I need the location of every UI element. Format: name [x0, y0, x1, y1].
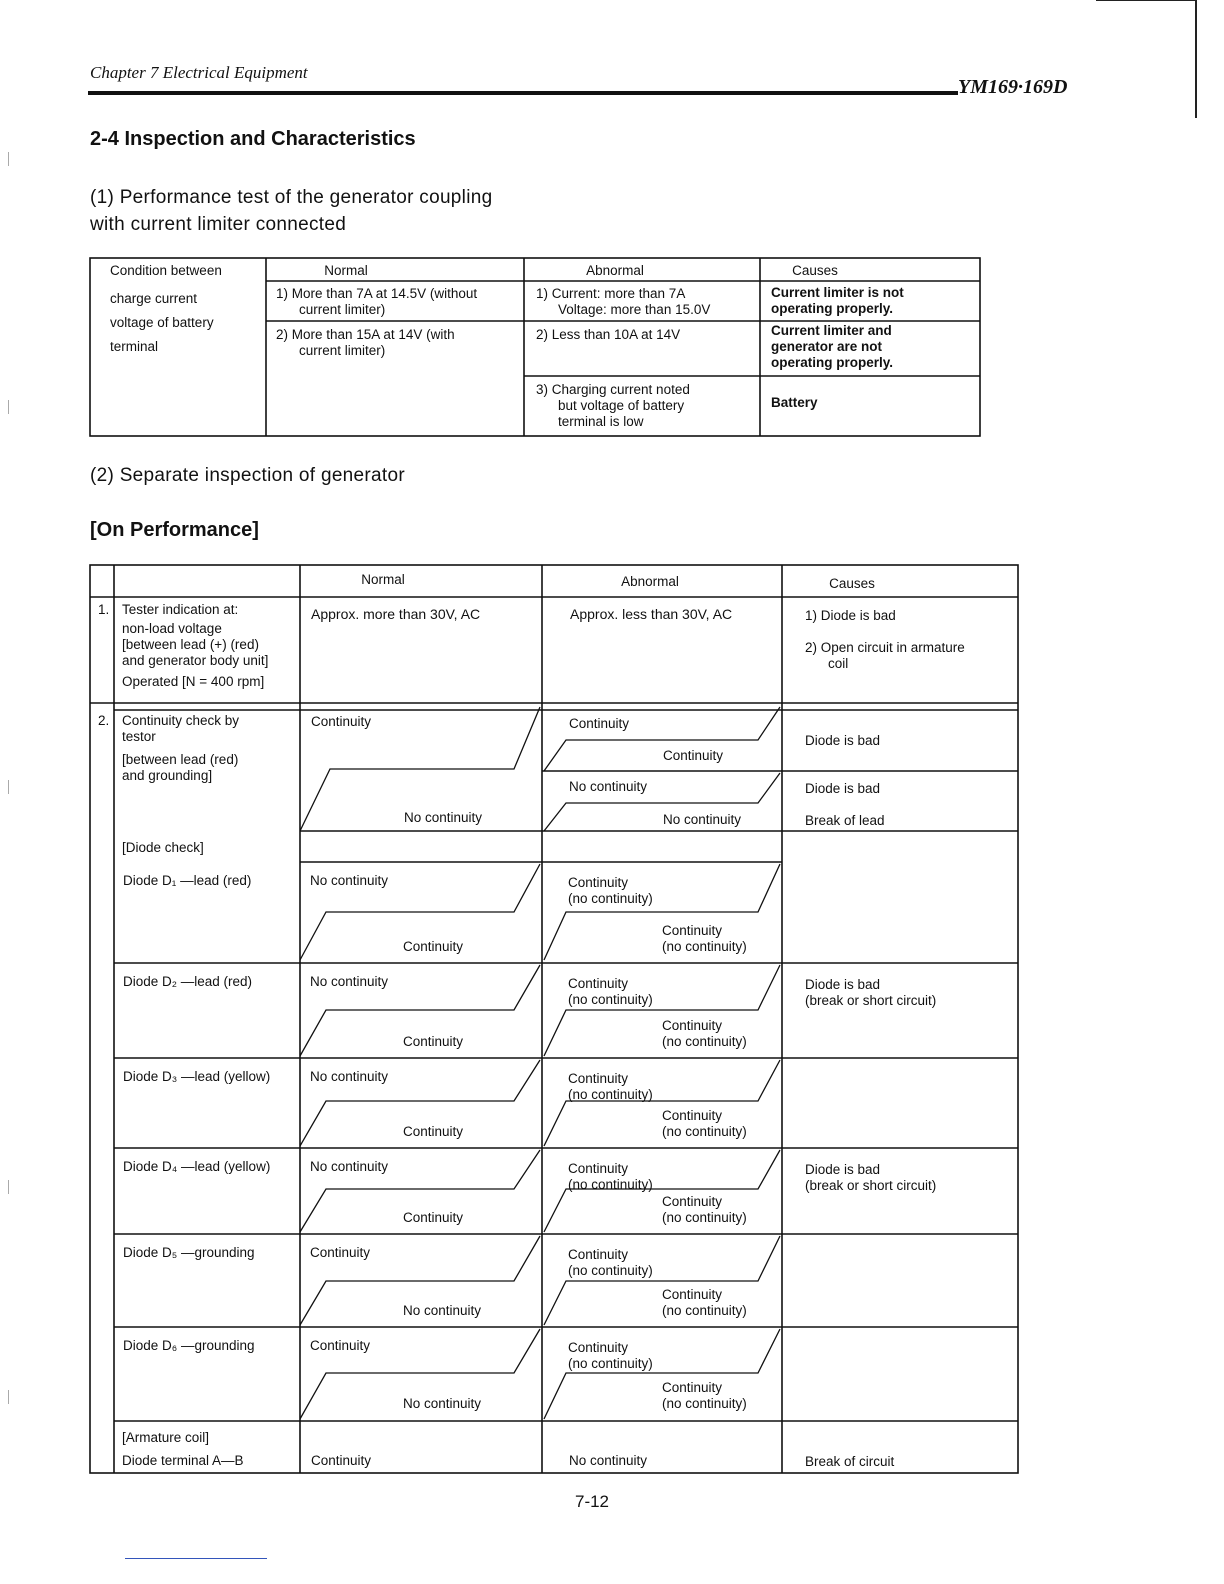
model-number: YM169·169D [958, 76, 1068, 98]
text-line: current limiter) [299, 302, 386, 317]
diode-abnormal-bottom: Continuity [662, 923, 723, 938]
text-line: coil [828, 656, 849, 671]
subsection-1-line1: (1) Performance test of the generator coupling [90, 187, 493, 208]
t2-row1-causes [805, 608, 965, 672]
t2-header-abnormal: Abnormal [621, 574, 679, 589]
t2-row2-abnormal-1: Continuity [569, 716, 630, 731]
t2-armature-label2: Diode terminal A—B [122, 1453, 244, 1468]
t2-row2-normal-top: Continuity [311, 714, 372, 729]
text-line: and grounding] [122, 768, 213, 783]
diode-cause: (break or short circuit) [805, 993, 937, 1008]
t1-condition-line: voltage of battery [110, 315, 214, 330]
t2-header-causes: Causes [829, 576, 875, 591]
text-line: but voltage of battery [558, 398, 685, 413]
diode-normal-top: Continuity [310, 1338, 371, 1353]
text-line: [between lead (+) (red) [122, 637, 259, 652]
t2-row1-item [122, 602, 268, 690]
text-line: non-load voltage [122, 621, 222, 636]
text-line: 2) Open circuit in armature [805, 640, 965, 655]
text-line: Operated [N = 400 rpm] [122, 674, 265, 689]
t1-condition-line: charge current [110, 291, 198, 306]
text-line: 1) More than 7A at 14.5V (without [276, 286, 478, 301]
diode-abnormal-top: Continuity [568, 1071, 629, 1086]
chapter-title: Chapter 7 Electrical Equipment [90, 63, 308, 82]
text-line: Current limiter and [771, 323, 892, 338]
text-line: Tester indication at: [122, 602, 239, 617]
t1-header-normal: Normal [324, 263, 368, 278]
text-line: 3) Charging current noted [536, 382, 690, 397]
on-performance-heading: [On Performance] [90, 519, 259, 541]
diode-abnormal-bottom-alt: (no continuity) [662, 1124, 747, 1139]
diode-abnormal-bottom-alt: (no continuity) [662, 1303, 747, 1318]
diode-abnormal-top-alt: (no continuity) [568, 1087, 653, 1102]
diode-normal-top: No continuity [310, 974, 389, 989]
t1-condition-line: terminal [110, 339, 159, 354]
text-line: operating properly. [771, 355, 894, 370]
diode-abnormal-top: Continuity [568, 875, 629, 890]
diode-abnormal-top-alt: (no continuity) [568, 992, 653, 1007]
subsection-2-title: (2) Separate inspection of generator [90, 465, 405, 486]
t2-row2-cause-1: Diode is bad [805, 733, 881, 748]
diode-cause: Diode is bad [805, 977, 881, 992]
diode-normal-top: No continuity [310, 1069, 389, 1084]
text-line: generator are not [771, 339, 883, 354]
diode-abnormal-bottom: Continuity [662, 1108, 723, 1123]
text-line: operating properly. [771, 301, 894, 316]
diode-abnormal-top: Continuity [568, 976, 629, 991]
text-line: 2) Less than 10A at 14V [536, 327, 681, 342]
diode-cause: Diode is bad [805, 1162, 881, 1177]
t2-row2-cause-2: Diode is bad [805, 781, 881, 796]
t2-row2-num: 2. [98, 713, 110, 728]
diode-normal-bottom: Continuity [403, 1210, 464, 1225]
diode-label: Diode D₁ —lead (red) [123, 873, 252, 888]
diode-cause: (break or short circuit) [805, 1178, 937, 1193]
diode-abnormal-top: Continuity [568, 1340, 629, 1355]
page-number: 7-12 [574, 1492, 610, 1511]
t2-header-normal: Normal [361, 572, 405, 587]
text-line: 2) More than 15A at 14V (with [276, 327, 455, 342]
t2-row1-abnormal: Approx. less than 30V, AC [570, 606, 733, 622]
text-line: 1) Current: more than 7A [536, 286, 686, 301]
t2-row2-abnormal-3: No continuity [569, 779, 648, 794]
diode-abnormal-top-alt: (no continuity) [568, 1177, 653, 1192]
diode-label: Diode D₅ —grounding [123, 1245, 255, 1260]
diode-normal-top: No continuity [310, 873, 389, 888]
t2-row2-abnormal-2: Continuity [663, 748, 724, 763]
diode-label: Diode D₆ —grounding [123, 1338, 255, 1353]
diode-label: Diode D₂ —lead (red) [123, 974, 253, 989]
t2-row2-normal-bottom: No continuity [404, 810, 483, 825]
t2-diode-check-label: [Diode check] [122, 840, 204, 855]
text-line: testor [122, 729, 156, 744]
diode-normal-bottom: Continuity [403, 1124, 464, 1139]
diode-abnormal-top: Continuity [568, 1161, 629, 1176]
t2-row2-item [122, 713, 239, 784]
text-line: current limiter) [299, 343, 386, 358]
t1-header-causes: Causes [792, 263, 838, 278]
diode-abnormal-bottom-alt: (no continuity) [662, 1210, 747, 1225]
t1-header-condition: Condition between [110, 263, 222, 278]
text-line: Current limiter is not [771, 285, 904, 300]
t2-armature-abnormal: No continuity [569, 1453, 648, 1468]
t2-armature-normal: Continuity [311, 1453, 372, 1468]
t2-armature-causes: Break of circuit [805, 1454, 895, 1469]
diode-abnormal-top-alt: (no continuity) [568, 1263, 653, 1278]
t2-row1-num: 1. [98, 602, 110, 617]
diode-abnormal-bottom-alt: (no continuity) [662, 939, 747, 954]
diode-label: Diode D₃ —lead (yellow) [123, 1069, 271, 1084]
diode-normal-bottom: Continuity [403, 939, 464, 954]
diode-abnormal-bottom: Continuity [662, 1018, 723, 1033]
diode-abnormal-bottom: Continuity [662, 1194, 723, 1209]
t2-row2-cause-3: Break of lead [805, 813, 885, 828]
diode-abnormal-top: Continuity [568, 1247, 629, 1262]
diode-normal-top: No continuity [310, 1159, 389, 1174]
diode-normal-bottom: No continuity [403, 1396, 482, 1411]
text-line: Continuity check by [122, 713, 240, 728]
section-title: 2-4 Inspection and Characteristics [90, 128, 416, 150]
text-line: terminal is low [558, 414, 644, 429]
footer-rule [125, 1558, 267, 1559]
diode-abnormal-top-alt: (no continuity) [568, 891, 653, 906]
diode-normal-bottom: Continuity [403, 1034, 464, 1049]
t1-cause-3: Battery [771, 395, 818, 410]
diode-normal-top: Continuity [310, 1245, 371, 1260]
text-line: Voltage: more than 15.0V [558, 302, 711, 317]
diode-abnormal-top-alt: (no continuity) [568, 1356, 653, 1371]
diode-abnormal-bottom: Continuity [662, 1287, 723, 1302]
text-line: and generator body unit] [122, 653, 269, 668]
text-line: 1) Diode is bad [805, 608, 896, 623]
diode-abnormal-bottom: Continuity [662, 1380, 723, 1395]
diode-abnormal-bottom-alt: (no continuity) [662, 1034, 747, 1049]
diode-abnormal-bottom-alt: (no continuity) [662, 1396, 747, 1411]
t1-header-abnormal: Abnormal [586, 263, 644, 278]
subsection-1-line2: with current limiter connected [90, 214, 347, 235]
t2-armature-label1: [Armature coil] [122, 1430, 210, 1445]
t2-row2-abnormal-4: No continuity [663, 812, 742, 827]
text-line: [between lead (red) [122, 752, 239, 767]
t2-row1-normal: Approx. more than 30V, AC [311, 606, 481, 622]
diode-label: Diode D₄ —lead (yellow) [123, 1159, 271, 1174]
diode-normal-bottom: No continuity [403, 1303, 482, 1318]
